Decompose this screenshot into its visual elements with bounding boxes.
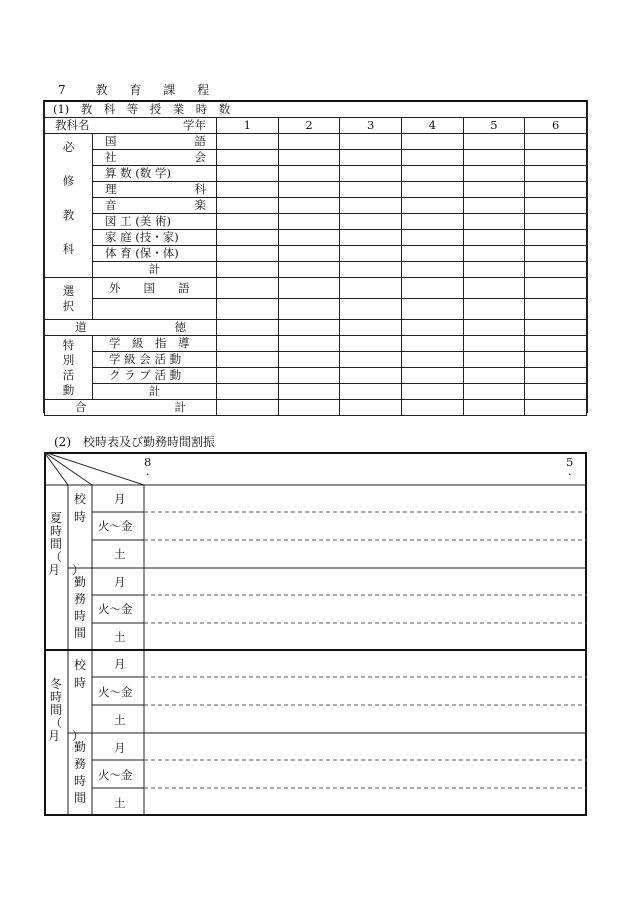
- summer-label: 夏時間（ 月 ）: [48, 511, 85, 577]
- day-label: 土: [114, 713, 126, 727]
- time-start-marker: 8 ·: [144, 455, 152, 481]
- class-hours-table: [44, 100, 587, 416]
- day-label: 月: [114, 575, 126, 589]
- section1-heading: (1) 教 科 等 授 業 時 数: [45, 101, 587, 118]
- grade-4: 4: [401, 118, 463, 134]
- header-subject-grade: [45, 118, 217, 134]
- subject-row: 図 工 (美 術): [93, 214, 217, 230]
- time-end-marker: 5 ·: [566, 455, 574, 481]
- special-subtotal: 計: [93, 384, 217, 400]
- page-title: 7 教 育 課 程: [58, 83, 219, 97]
- winter-school-label: 校時: [73, 658, 86, 690]
- grade-3: 3: [340, 118, 402, 134]
- subject-row: 体 育 (保・体): [93, 246, 217, 262]
- day-label: 土: [114, 796, 126, 810]
- subject-row: 家 庭 (技・家): [93, 230, 217, 246]
- day-label: 土: [114, 630, 126, 644]
- subject-row: 音 楽: [93, 198, 217, 214]
- day-label: 土: [114, 547, 126, 561]
- day-label: 火～金: [98, 519, 133, 533]
- day-label: 火～金: [98, 602, 133, 616]
- subject-row: 社 会: [93, 150, 217, 166]
- summer-work-label: 勤務時間: [73, 575, 86, 640]
- subject-row: 算 数 (数 学): [93, 166, 217, 182]
- day-label: 月: [114, 741, 126, 755]
- winter-label: 冬時間（ 月 ）: [48, 677, 85, 743]
- winter-work-label: 勤務時間: [73, 740, 86, 805]
- header-subject: 教科名: [55, 118, 90, 132]
- moral-row: 道 徳: [45, 320, 217, 336]
- special-activities-label: 特別活動: [45, 336, 93, 400]
- grade-1: 1: [217, 118, 279, 134]
- day-label: 月: [114, 657, 126, 671]
- day-label: 火～金: [98, 768, 133, 782]
- required-subtotal: 計: [93, 262, 217, 278]
- day-label: 火～金: [98, 685, 133, 699]
- subject-row: 国 語: [93, 134, 217, 150]
- special-item: 学 級 指 導: [93, 336, 217, 352]
- required-group-label: 必 修 教 科: [45, 134, 93, 278]
- grade-5: 5: [463, 118, 525, 134]
- total-row: 合 計: [45, 400, 217, 416]
- grade-2: 2: [278, 118, 340, 134]
- section2-heading: (2) 校時表及び勤務時間割振: [54, 435, 215, 449]
- day-label: 月: [114, 492, 126, 506]
- header-grade: 学年: [183, 118, 206, 132]
- grade-6: 6: [525, 118, 587, 134]
- elective-subject: 外 国 語: [93, 278, 217, 299]
- special-item: 学 級 会 活 動: [93, 352, 217, 368]
- subject-row: 理 科: [93, 182, 217, 198]
- special-item: ク ラ ブ 活 動: [93, 368, 217, 384]
- elective-label: 選択: [45, 278, 93, 320]
- summer-school-label: 校時: [73, 492, 86, 524]
